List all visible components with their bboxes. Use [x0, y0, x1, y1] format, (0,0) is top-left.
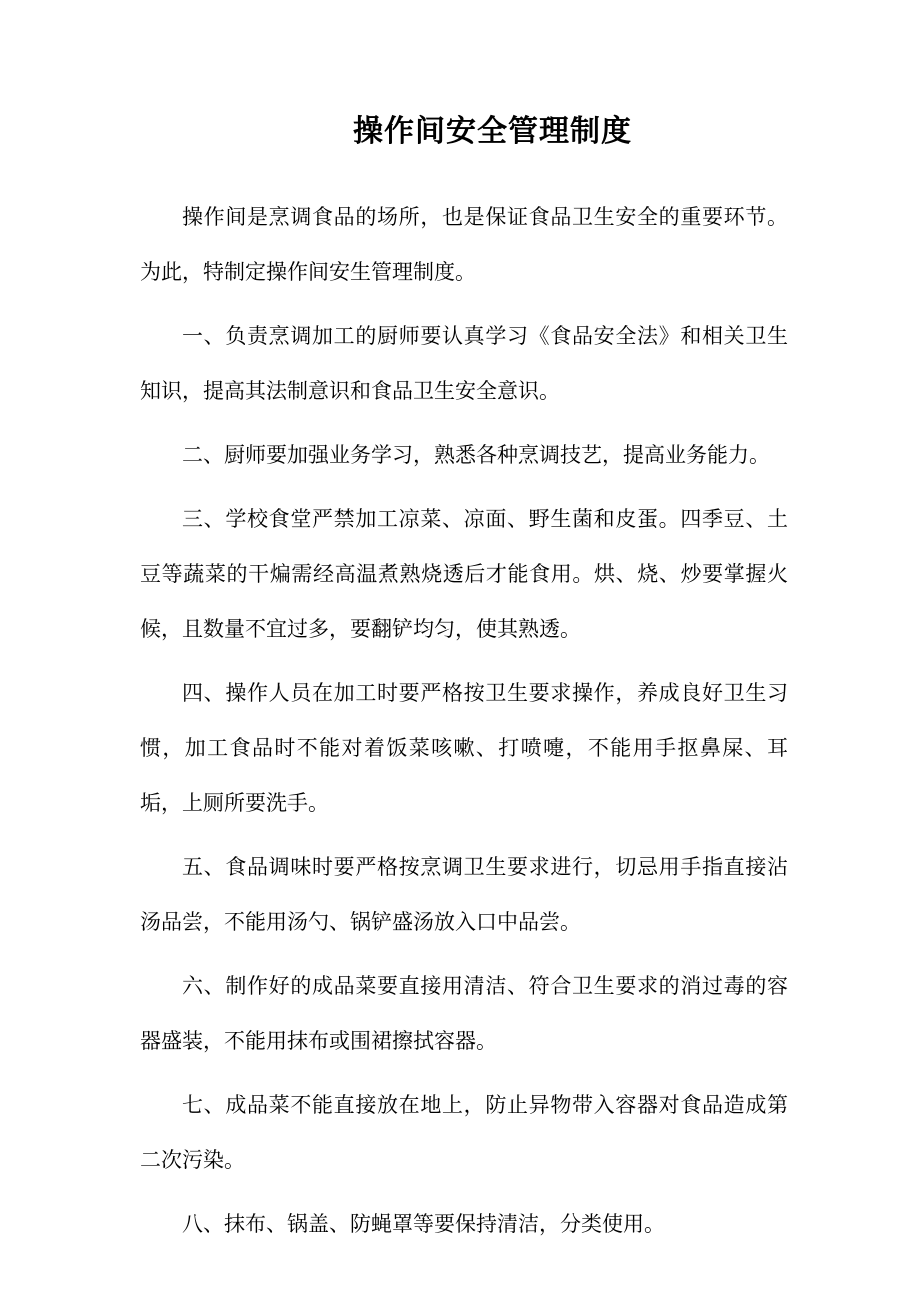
paragraph-rule-3: 三、学校食堂严禁加工凉菜、凉面、野生菌和皮蛋。四季豆、土豆等蔬菜的干煸需经高温煮熟烧透后才能食用。烘、烧、炒要掌握火候，且数量不宜过多，要翻铲均匀，使其熟透。 [140, 507, 788, 641]
paragraph-rule-7: 七、成品菜不能直接放在地上，防止异物带入容器对食品造成第二次污染。 [140, 1093, 788, 1172]
paragraph-intro: 操作间是烹调食品的场所，也是保证食品卫生安全的重要环节。为此，特制定操作间安生管理制度。 [140, 205, 788, 284]
paragraph-rule-4: 四、操作人员在加工时要严格按卫生要求操作，养成良好卫生习惯，加工食品时不能对着饭菜咳嗽、打喷嚏，不能用手抠鼻屎、耳垢，上厕所要洗手。 [140, 681, 788, 815]
paragraph-rule-8: 八、抹布、锅盖、防蝇罩等要保持清洁，分类使用。 [182, 1212, 665, 1236]
document-body [140, 190, 788, 1261]
paragraph-rule-6: 六、制作好的成品菜要直接用清洁、符合卫生要求的消过毒的容器盛装，不能用抹布或围裙擦拭容器。 [140, 974, 788, 1053]
paragraph-rule-5: 五、食品调味时要严格按烹调卫生要求进行，切忌用手指直接沾汤品尝，不能用汤勺、锅铲盛汤放入口中品尝。 [140, 855, 788, 934]
paragraph-rule-1: 一、负责烹调加工的厨师要认真学习《食品安全法》和相关卫生知识，提高其法制意识和食品卫生安全意识。 [140, 324, 788, 403]
paragraph-rule-2: 二、厨师要加强业务学习，熟悉各种烹调技艺，提高业务能力。 [182, 443, 770, 467]
document-title: 操作间安全管理制度 [353, 114, 632, 149]
